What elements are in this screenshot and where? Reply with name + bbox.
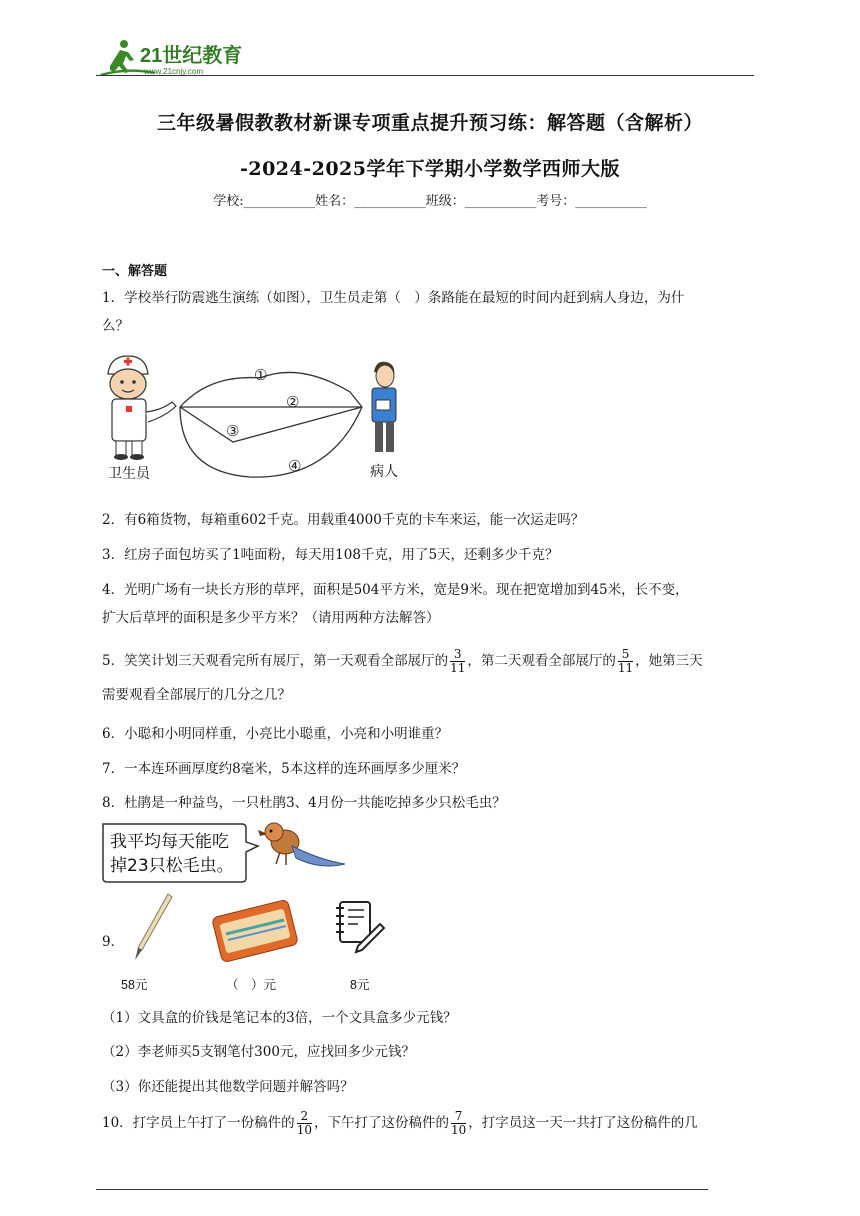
header-rule — [96, 75, 754, 76]
cuckoo-bird-icon — [258, 823, 345, 866]
fraction-3-11: $\frac{3}{11}$ — [450, 647, 466, 675]
bird-figure — [100, 820, 350, 886]
class-blank: ___________ — [464, 194, 537, 209]
question-5 — [102, 644, 762, 712]
fraction-2-10: $\frac{2}{10}$ — [296, 1109, 312, 1137]
name-blank: ___________ — [354, 194, 426, 209]
question-5-part3: ，她第三天 — [635, 653, 703, 669]
bubble-line1: 我平均每天能吃 — [110, 832, 229, 852]
fountain-pen-icon — [135, 894, 172, 960]
question-6: 6．小聪和小明同样重，小亮比小聪重，小亮和小明谁重？ — [102, 726, 449, 742]
question-9-sub1: （1）文具盒的价钱是笔记本的3倍，一个文具盒多少元钱？ — [102, 1010, 457, 1026]
stationery-figure — [118, 888, 398, 966]
question-10 — [102, 1106, 766, 1140]
bubble-line2: 掉23只松毛虫。 — [110, 856, 234, 876]
exam-no-label: 考号： — [536, 194, 576, 209]
fraction-7-10: $\frac{7}{10}$ — [450, 1109, 467, 1137]
question-9-number: 9． — [102, 934, 125, 950]
doctor-label: 卫生员 — [108, 466, 150, 482]
section-heading: 一、解答题 — [102, 264, 168, 279]
price-pen: 58元 — [121, 978, 148, 992]
question-1-text-b: 么？ — [102, 318, 129, 334]
question-1 — [102, 284, 762, 340]
doctor-illustration — [108, 356, 176, 460]
question-4-line1: 4．光明广场有一块长方形的草坪，面积是504平方米，宽是9米。现在把宽增加到45米，长不变， — [102, 582, 689, 598]
question-10-part1: 10．打字员上午打了一份稿件的 — [102, 1115, 295, 1131]
question-5-part2: ，第二天观看全部展厅的 — [467, 653, 616, 669]
name-label: 姓名： — [315, 194, 355, 209]
question-3: 3．红房子面包坊买了1吨面粉，每天用108千克，用了5天，还剩多少千克？ — [102, 547, 559, 563]
question-2: 2．有6箱货物，每箱重602千克。用载重4000千克的卡车来运，能一次运走吗？ — [102, 512, 585, 528]
route-1 — [180, 372, 362, 407]
question-10-part2: ，下午打了这份稿件的 — [313, 1115, 449, 1131]
patient-illustration — [372, 362, 396, 452]
student-info-line — [0, 190, 860, 209]
footer-rule — [96, 1189, 708, 1190]
routes — [180, 372, 362, 477]
route-label-2: ② — [286, 393, 300, 411]
logo-url: www.21cnjy.com — [144, 67, 203, 76]
question-1-text-a: 1．学校举行防震逃生演练（如图），卫生员走第（ ）条路能在最短的时间内赶到病人身边，为什 — [102, 290, 685, 306]
notebook-icon — [336, 902, 384, 952]
exam-no-blank: ___________ — [575, 194, 647, 209]
school-label: 学校: — [213, 194, 244, 209]
question-10-part3: ，打字员这一天一共打了这份稿件的几 — [468, 1115, 698, 1131]
question-8: 8．杜鹃是一种益鸟，一只杜鹃3、4月份一共能吃掉多少只松毛虫？ — [102, 795, 506, 811]
question-5-line2: 需要观看全部展厅的几分之几？ — [102, 687, 291, 703]
route-3 — [180, 407, 362, 442]
class-label: 班级： — [425, 194, 465, 209]
question-5-part1: 5．笑笑计划三天观看完所有展厅，第一天观看全部展厅的 — [102, 653, 449, 669]
pencil-case-icon — [212, 899, 299, 963]
route-figure — [100, 352, 400, 487]
route-label-4: ④ — [288, 457, 302, 475]
price-pencil-case: （ ）元 — [226, 978, 277, 992]
doc-title-line2: -2024-2025学年下学期小学数学西师大版 — [239, 158, 621, 180]
school-blank: ___________ — [243, 194, 316, 209]
patient-label: 病人 — [370, 464, 398, 480]
doc-title-line1: 三年级暑假教教材新课专项重点提升预习练：解答题（含解析） — [156, 112, 703, 134]
route-label-3: ③ — [226, 422, 240, 440]
question-9-sub3: （3）你还能提出其他数学问题并解答吗？ — [102, 1079, 354, 1095]
fraction-5-11: $\frac{5}{11}$ — [617, 647, 634, 675]
site-logo — [96, 36, 256, 80]
question-9-sub2: （2）李老师买5支钢笔付300元，应找回多少元钱？ — [102, 1044, 415, 1060]
question-4-line2: 扩大后草坪的面积是多少平方米？（请用两种方法解答） — [102, 610, 440, 626]
question-4 — [102, 576, 762, 632]
route-label-1: ① — [254, 366, 268, 384]
price-notebook: 8元 — [350, 978, 370, 992]
route-4 — [180, 407, 362, 477]
logo-text: 21世纪教育 — [140, 45, 243, 67]
question-7: 7．一本连环画厚度约8毫米，5本这样的连环画厚多少厘米？ — [102, 761, 466, 777]
